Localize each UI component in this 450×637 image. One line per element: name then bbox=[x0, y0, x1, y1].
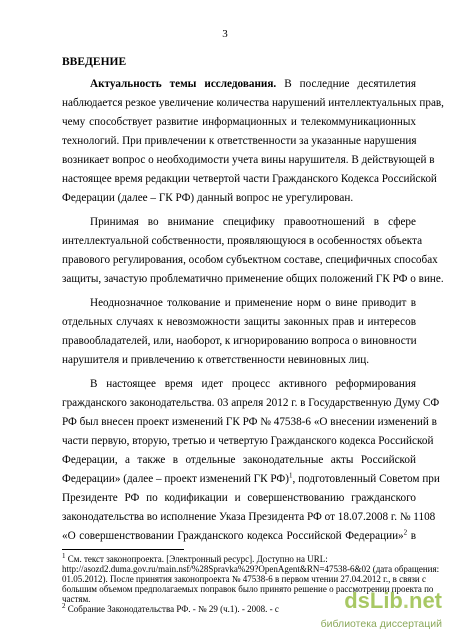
footnote-ref[interactable]: 1 bbox=[288, 471, 293, 480]
body-line: Федерации (далее – ГК РФ) данный вопрос не урегулирован. bbox=[62, 192, 354, 204]
body-line: правового регулирования, особом субъектном составе, специфичных способах bbox=[62, 254, 438, 266]
body-line: «О совершенствовании Гражданского кодекса Российской Федерации»$^2$ в bbox=[62, 528, 416, 542]
footnote-line: 01.05.2012). После принятия законопроекта № 47538-6 в первом чтении 27.04.2012 г., в связи с bbox=[62, 574, 426, 584]
section-heading: ВВЕДЕНИЕ bbox=[62, 56, 127, 68]
body-line: наблюдается резкое увеличение количества нарушений интеллектуальных прав, bbox=[62, 97, 444, 109]
watermark-subtitle: библиотека диссертаций bbox=[320, 618, 442, 630]
body-line: защиты, зачастую проблематично применение общих положений ГК РФ о вине. bbox=[62, 273, 444, 285]
footnote-line: частям. bbox=[62, 594, 91, 604]
footnote-line: $^2$ Собрание Законодательства РФ. - № 29 (ч.1). - 2008. - с bbox=[62, 602, 279, 614]
body-line: части первую, вторую, третью и четвертую Гражданского кодекса Российской bbox=[62, 435, 434, 447]
footnote-separator bbox=[62, 549, 184, 550]
body-line: Федерации, а также в отдельные законодательные акты Российской bbox=[62, 454, 416, 466]
footnote-line: $^1$ См. текст законопроекта. [Электронный ресурс]. Доступно на URL: bbox=[62, 552, 328, 564]
body-line: отдельных случаях к невозможности защиты законных прав и интересов bbox=[62, 316, 416, 328]
body-line: Федерации» (далее – проект изменений ГК РФ)$^1$, подготовленный Советом при bbox=[62, 471, 440, 485]
footnote-marker: 2 bbox=[62, 602, 66, 610]
body-line: В настоящее время идет процесс активного реформирования bbox=[90, 378, 416, 390]
bold-lead: Актуальность темы исследования. bbox=[90, 78, 277, 90]
body-line: возникает вопрос о необходимости учета вины нарушителя. В действующей в bbox=[62, 154, 435, 166]
body-line: РФ был внесен проект изменений ГК РФ № 47538-6 «О внесении изменений в bbox=[62, 416, 437, 428]
body-line: гражданского законодательства. 03 апреля 2012 г. в Государственную Думу СФ bbox=[62, 397, 440, 409]
body-line: нарушителя и привлечению к ответственности невиновных лиц. bbox=[62, 354, 370, 366]
body-line: законодательства во исполнение Указа Президента РФ от 18.07.2008 г. № 1108 bbox=[62, 511, 436, 523]
page-number: 3 bbox=[222, 28, 228, 40]
body-line: Актуальность темы исследования. В последние десятилетия bbox=[90, 78, 416, 90]
footnote-ref[interactable]: 2 bbox=[403, 528, 408, 537]
watermark-logo: dsLib.net bbox=[344, 588, 442, 613]
body-line: Неоднозначное толкование и применение норм о вине приводит в bbox=[90, 297, 416, 309]
body-line: настоящее время редакции четвертой части Гражданского Кодекса Российской bbox=[62, 173, 437, 185]
body-line: правообладателей, или, наоборот, к игнорированию вопроса о виновности bbox=[62, 335, 417, 347]
body-line: Принимая во внимание специфику правоотношений в сфере bbox=[90, 216, 416, 228]
body-line: Президенте РФ по кодификации и совершенствованию гражданского bbox=[62, 492, 416, 504]
footnote-link[interactable]: http://asozd2.duma.gov.ru/main.nsf/%28Spravka%29?OpenAgent&RN=47538-6&02 (дата обращения: bbox=[62, 564, 440, 574]
body-line: технологий. При привлечении к ответственности за указанные нарушения bbox=[62, 135, 417, 147]
body-line: чему способствует развитие информационных и телекоммуникационных bbox=[62, 116, 416, 128]
site-watermark bbox=[320, 588, 450, 637]
footnote-marker: 1 bbox=[62, 552, 66, 560]
body-line: интеллектуальной собственности, проявляющуюся в особенностях объекта bbox=[62, 235, 423, 247]
footnote-line: большим объемом предполагаемых поправок было принято решение о рассмотрении проекта по bbox=[62, 584, 434, 594]
